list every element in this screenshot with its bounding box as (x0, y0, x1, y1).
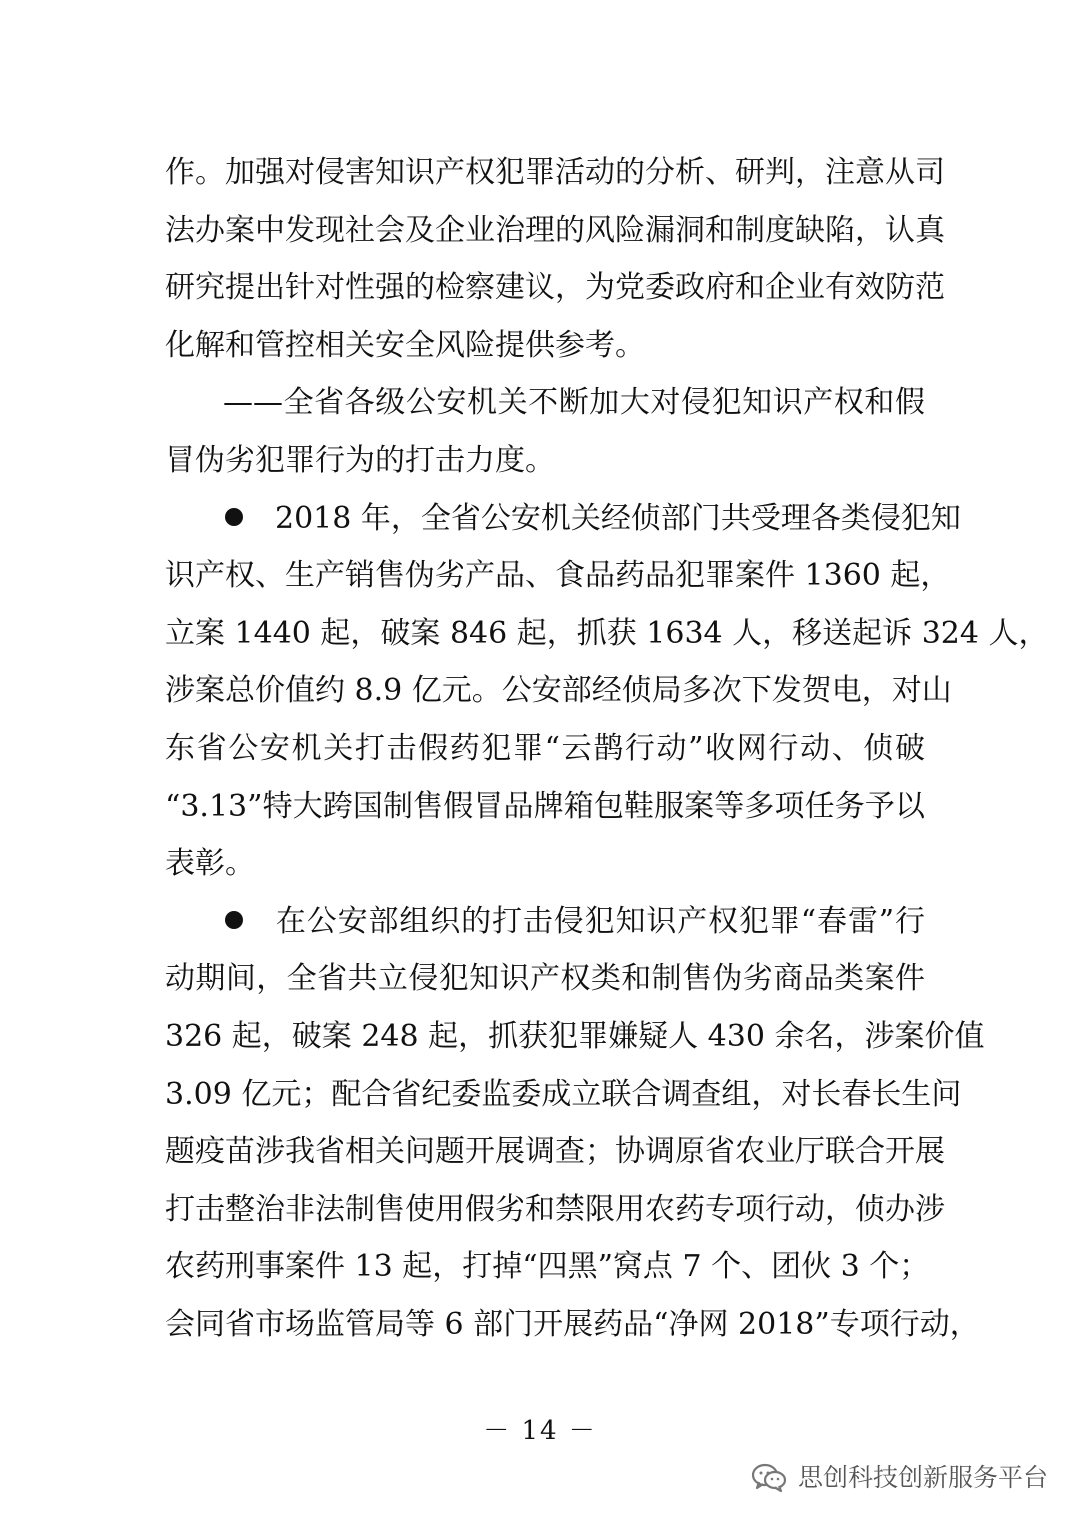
text-line: 冒伪劣犯罪行为的打击力度。 (165, 442, 555, 478)
bullet-text: 在公安部组织的打击侵犯知识产权犯罪“春雷”行 (275, 903, 925, 939)
text-line: 化解和管控相关安全风险提供参考。 (165, 327, 645, 363)
text-line: 作。加强对侵害知识产权犯罪活动的分析、研判，注意从司 (165, 155, 945, 190)
bullet-line (165, 490, 961, 548)
text-line: 表彰。 (165, 846, 255, 882)
text-line: 题疫苗涉我省相关问题开展调查；协调原省农业厅联合开展 (165, 1134, 945, 1170)
text-line: 涉案总价值约 8.9 亿元。公安部经侦局多次下发贺电，对山 (165, 673, 952, 709)
text-line: 会同省市场监管局等 6 部门开展药品“净网 2018”专项行动， (165, 1306, 980, 1342)
text-line: 3.09 亿元；配合省纪委监委成立联合调查组，对长春长生问 (165, 1076, 962, 1112)
watermark (750, 1462, 1048, 1494)
wechat-icon (750, 1462, 790, 1494)
body-text (165, 144, 1049, 1353)
text-line: 立案 1440 起，破案 846 起，抓获 1634 人，移送起诉 324 人， (165, 615, 1049, 651)
text-line: “3.13”特大跨国制售假冒品牌箱包鞋服案等多项任务予以 (165, 788, 925, 824)
bullet-line (165, 893, 925, 951)
bullet-icon (225, 911, 243, 929)
watermark-text: 思创科技创新服务平台 (797, 1463, 1048, 1492)
text-line: 326 起，破案 248 起，抓获犯罪嫌疑人 430 余名，涉案价值 (165, 1018, 985, 1054)
text-line: ——全省各级公安机关不断加大对侵犯知识产权和假 (223, 385, 925, 421)
text-line: 动期间，全省共立侵犯知识产权类和制售伪劣商品类案件 (165, 961, 925, 997)
text-line: 识产权、生产销售伪劣产品、食品药品犯罪案件 1360 起， (165, 558, 951, 594)
text-line: 法办案中发现社会及企业治理的风险漏洞和制度缺陷，认真 (165, 212, 945, 248)
bullet-text: 2018 年，全省公安机关经侦部门共受理各类侵犯知 (275, 500, 961, 536)
bullet-icon (225, 508, 243, 526)
text-line: 东省公安机关打击假药犯罪“云鹊行动”收网行动、侦破 (165, 730, 925, 766)
text-line: 打击整治非法制售使用假劣和禁限用农药专项行动，侦办涉 (165, 1191, 945, 1227)
text-line: 研究提出针对性强的检察建议，为党委政府和企业有效防范 (165, 270, 945, 306)
text-line: 农药刑事案件 13 起，打掉“四黑”窝点 7 个、团伙 3 个； (165, 1249, 930, 1285)
page-number: － 14 － (483, 1416, 597, 1446)
